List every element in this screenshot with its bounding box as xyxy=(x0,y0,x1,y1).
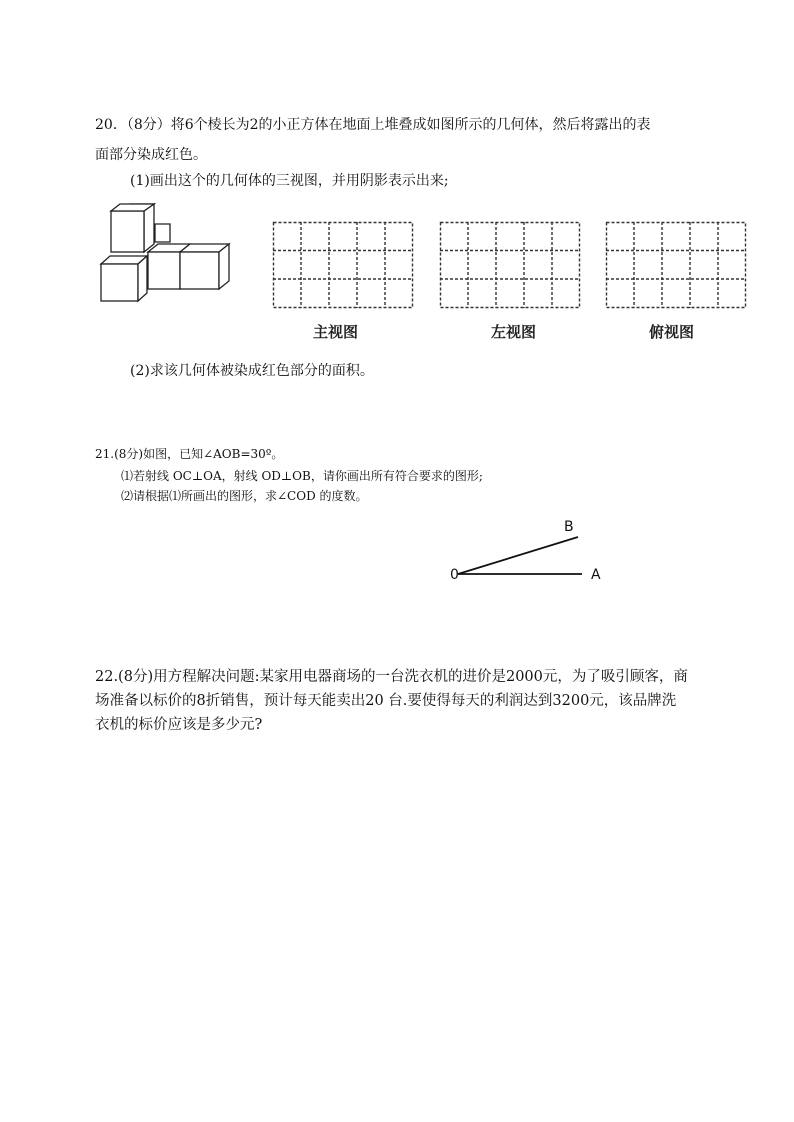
q22-line1: 22.(8分)用方程解决问题:某家用电器商场的一台洗衣机的进价是2000元，为了吸引顾客，商 xyxy=(95,669,688,685)
q20-line1: 20．（8分）将6个棱长为2的小正方体在地面上堆叠成如图所示的几何体，然后将露出的表 xyxy=(95,117,651,133)
left-view-grid[interactable] xyxy=(440,222,580,308)
left-view-label: 左视图 xyxy=(491,323,537,341)
point-a-label: A xyxy=(591,567,601,583)
q20-line2: 面部分染成红色。 xyxy=(95,147,207,163)
q22-line2: 场准备以标价的8折销售，预计每天能卖出20 台.要使得每天的利润达到3200元，该品牌洗 xyxy=(95,693,677,709)
q20-part1: (1)画出这个的几何体的三视图，并用阴影表示出来; xyxy=(130,173,449,189)
point-b-label: B xyxy=(564,519,574,535)
cube-stack-figure xyxy=(98,202,238,302)
q22-line3: 衣机的标价应该是多少元? xyxy=(95,717,263,733)
main-view-grid[interactable] xyxy=(273,222,413,308)
top-view-label: 俯视图 xyxy=(649,323,695,341)
top-view-grid[interactable] xyxy=(606,222,746,308)
main-view-label: 主视图 xyxy=(313,323,359,341)
angle-aob-figure xyxy=(450,515,610,585)
q21-line1: 21.(8分)如图，已知∠AOB=30º。 xyxy=(95,447,284,461)
q21-part1: ⑴若射线 OC⊥OA，射线 OD⊥OB，请你画出所有符合要求的图形; xyxy=(121,469,483,483)
q21-part2: ⑵请根据⑴所画出的图形，求∠COD 的度数。 xyxy=(121,489,368,503)
q20-part2: (2)求该几何体被染成红色部分的面积。 xyxy=(130,363,374,379)
point-o-label: 0 xyxy=(450,567,459,583)
